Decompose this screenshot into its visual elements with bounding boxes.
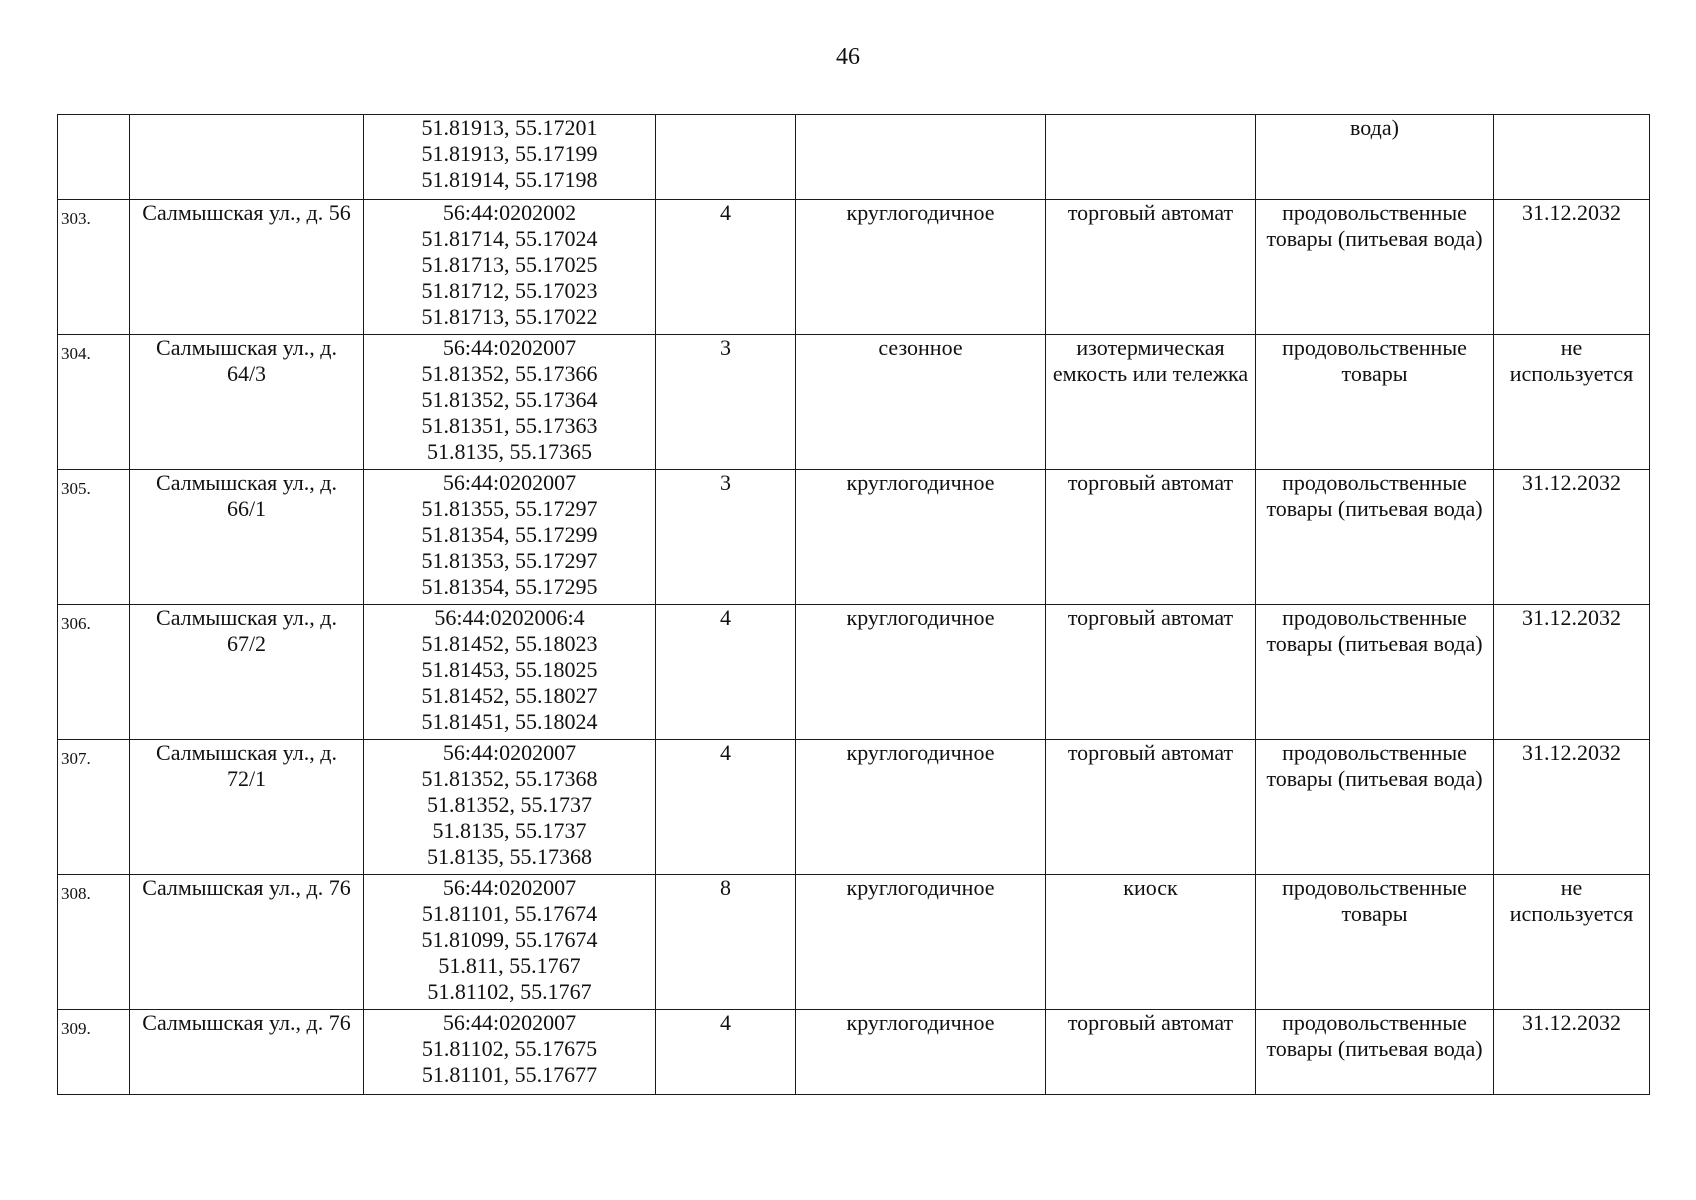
period-cell: круглогодичное xyxy=(796,605,1046,740)
coordinate-line: 51.81452, 55.18023 xyxy=(421,631,598,656)
address-cell: Салмышская ул., д. 76 xyxy=(130,875,364,1010)
area-cell: 3 xyxy=(656,335,796,470)
table-row xyxy=(58,740,1650,875)
coordinate-line: 51.81102, 55.17675 xyxy=(421,1036,598,1061)
coordinate-line: 51.811, 55.1767 xyxy=(438,953,581,978)
object-type-cell: торговый автомат xyxy=(1046,740,1256,875)
object-type-cell: торговый автомат xyxy=(1046,1010,1256,1095)
coordinate-line: 51.81354, 55.17299 xyxy=(421,522,598,547)
object-type-cell: торговый автомат xyxy=(1046,605,1256,740)
specialization-cell: продовольственные товары xyxy=(1256,335,1494,470)
period-cell: круглогодичное xyxy=(796,470,1046,605)
area-cell: 3 xyxy=(656,470,796,605)
address-cell: Салмышская ул., д. 66/1 xyxy=(130,470,364,605)
area-cell: 8 xyxy=(656,875,796,1010)
coordinate-line: 51.81353, 55.17297 xyxy=(421,548,598,573)
coordinate-line: 51.81451, 55.18024 xyxy=(421,709,598,734)
period-cell: круглогодичное xyxy=(796,875,1046,1010)
area-cell: 4 xyxy=(656,1010,796,1095)
object-type-cell: киоск xyxy=(1046,875,1256,1010)
specialization-cell: продовольственные товары (питьевая вода) xyxy=(1256,740,1494,875)
row-number-cell: 307. xyxy=(58,740,130,875)
period-cell: круглогодичное xyxy=(796,740,1046,875)
coordinate-line: 51.81101, 55.17674 xyxy=(421,901,598,926)
coordinates-cell xyxy=(364,115,656,200)
coordinate-line: 51.8135, 55.17365 xyxy=(427,439,592,464)
area-cell: 4 xyxy=(656,740,796,875)
period-cell: круглогодичное xyxy=(796,200,1046,335)
coordinate-line: 51.81712, 55.17023 xyxy=(421,278,598,303)
end-date-cell xyxy=(1494,115,1650,200)
end-date-cell: 31.12.2032 xyxy=(1494,740,1650,875)
end-date-cell: 31.12.2032 xyxy=(1494,1010,1650,1095)
coordinate-line: 56:44:0202007 xyxy=(442,875,577,900)
coordinate-line: 51.81102, 55.1767 xyxy=(427,979,592,1004)
coordinate-line: 56:44:0202006:4 xyxy=(434,605,585,630)
coordinate-line: 51.81452, 55.18027 xyxy=(421,683,598,708)
period-cell: круглогодичное xyxy=(796,1010,1046,1095)
address-cell xyxy=(130,115,364,200)
end-date-cell: 31.12.2032 xyxy=(1494,470,1650,605)
address-cell: Салмышская ул., д. 76 xyxy=(130,1010,364,1095)
table-row xyxy=(58,875,1650,1010)
table-body xyxy=(58,115,1650,1095)
coordinate-line: 51.81354, 55.17295 xyxy=(421,574,598,599)
table-row xyxy=(58,335,1650,470)
coordinates-cell xyxy=(364,875,656,1010)
table-row xyxy=(58,115,1650,200)
end-date-cell: не используется xyxy=(1494,875,1650,1010)
end-date-cell: не используется xyxy=(1494,335,1650,470)
coordinate-line: 51.81099, 55.17674 xyxy=(421,927,598,952)
coordinate-line: 51.81352, 55.17368 xyxy=(421,766,598,791)
coordinates-cell xyxy=(364,605,656,740)
coordinates-cell xyxy=(364,470,656,605)
coordinate-line: 51.81713, 55.17022 xyxy=(421,304,598,329)
coordinate-line: 51.81351, 55.17363 xyxy=(421,413,598,438)
specialization-cell: продовольственные товары (питьевая вода) xyxy=(1256,470,1494,605)
end-date-cell: 31.12.2032 xyxy=(1494,200,1650,335)
specialization-cell: продовольственные товары (питьевая вода) xyxy=(1256,1010,1494,1095)
object-type-cell: торговый автомат xyxy=(1046,470,1256,605)
coordinates-cell xyxy=(364,335,656,470)
row-number-cell: 306. xyxy=(58,605,130,740)
coordinate-line: 51.81101, 55.17677 xyxy=(421,1062,598,1087)
coordinate-line: 51.81352, 55.1737 xyxy=(427,792,592,817)
area-cell: 4 xyxy=(656,200,796,335)
table-row xyxy=(58,1010,1650,1095)
row-number-cell: 304. xyxy=(58,335,130,470)
specialization-cell: вода) xyxy=(1256,115,1494,200)
coordinates-cell xyxy=(364,200,656,335)
coordinate-line: 56:44:0202007 xyxy=(442,335,577,360)
table-row xyxy=(58,605,1650,740)
row-number-cell: 303. xyxy=(58,200,130,335)
coordinate-line: 51.81713, 55.17025 xyxy=(421,252,598,277)
coordinate-line: 51.81355, 55.17297 xyxy=(421,496,598,521)
coordinates-cell xyxy=(364,1010,656,1095)
coordinate-line: 56:44:0202007 xyxy=(442,470,577,495)
area-cell: 4 xyxy=(656,605,796,740)
period-cell: сезонное xyxy=(796,335,1046,470)
address-cell: Салмышская ул., д. 64/3 xyxy=(130,335,364,470)
specialization-cell: продовольственные товары (питьевая вода) xyxy=(1256,605,1494,740)
coordinate-line: 51.8135, 55.17368 xyxy=(427,844,592,869)
row-number-cell: 305. xyxy=(58,470,130,605)
object-type-cell: изотермическая емкость или тележка xyxy=(1046,335,1256,470)
coordinates-cell xyxy=(364,740,656,875)
row-number-cell: 308. xyxy=(58,875,130,1010)
coordinate-line: 51.81914, 55.17198 xyxy=(421,167,598,192)
row-number-cell: 309. xyxy=(58,1010,130,1095)
coordinate-line: 51.81352, 55.17366 xyxy=(421,361,598,386)
trade-objects-table xyxy=(57,114,1650,1095)
coordinate-line: 51.81714, 55.17024 xyxy=(421,226,598,251)
coordinate-line: 51.81913, 55.17199 xyxy=(421,141,598,166)
table-row xyxy=(58,470,1650,605)
coordinate-line: 51.81913, 55.17201 xyxy=(421,115,598,140)
coordinate-line: 56:44:0202007 xyxy=(442,1010,577,1035)
page-number: 46 xyxy=(836,44,860,70)
coordinate-line: 56:44:0202002 xyxy=(442,200,577,225)
end-date-cell: 31.12.2032 xyxy=(1494,605,1650,740)
address-cell: Салмышская ул., д. 72/1 xyxy=(130,740,364,875)
table-row xyxy=(58,200,1650,335)
object-type-cell: торговый автомат xyxy=(1046,200,1256,335)
area-cell xyxy=(656,115,796,200)
address-cell: Салмышская ул., д. 56 xyxy=(130,200,364,335)
address-cell: Салмышская ул., д. 67/2 xyxy=(130,605,364,740)
period-cell xyxy=(796,115,1046,200)
coordinate-line: 51.81352, 55.17364 xyxy=(421,387,598,412)
row-number-cell xyxy=(58,115,130,200)
object-type-cell xyxy=(1046,115,1256,200)
specialization-cell: продовольственные товары (питьевая вода) xyxy=(1256,200,1494,335)
specialization-cell: продовольственные товары xyxy=(1256,875,1494,1010)
coordinate-line: 56:44:0202007 xyxy=(442,740,577,765)
coordinate-line: 51.8135, 55.1737 xyxy=(432,818,587,843)
coordinate-line: 51.81453, 55.18025 xyxy=(421,657,598,682)
